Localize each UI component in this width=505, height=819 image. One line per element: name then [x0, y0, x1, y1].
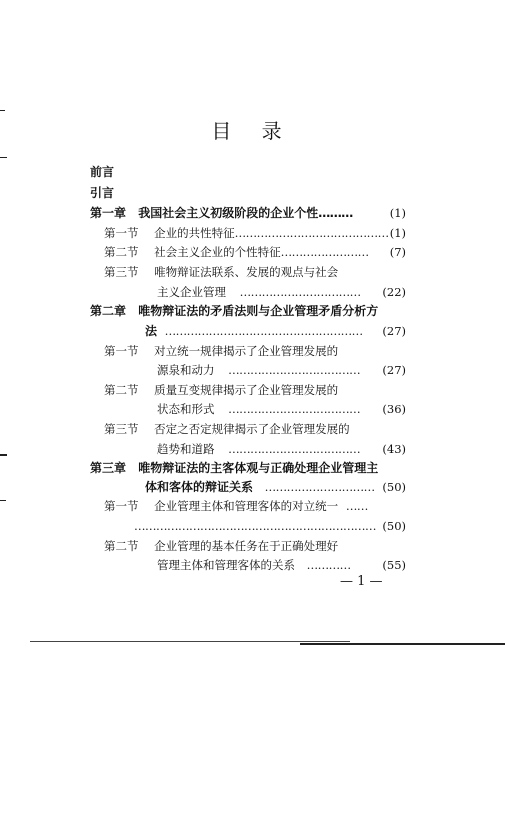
scan-edge-line — [300, 643, 505, 645]
page-number: — 1 — — [340, 574, 383, 589]
entry-label: 第二节 — [104, 539, 139, 553]
entry-text: 源泉和动力 — [157, 363, 215, 377]
entry-label: 第二章 — [90, 304, 127, 318]
entry-text: 法 — [145, 324, 158, 338]
toc-section-2-2 — [104, 381, 338, 399]
toc-chapter-3-cont — [145, 478, 375, 496]
toc-section-3-1-cont — [134, 517, 376, 535]
entry-text: 否定之否定规律揭示了企业管理发展的 — [154, 422, 350, 436]
entry-dots: ……………………………… — [228, 402, 361, 416]
entry-dots: ……………………………… — [228, 442, 361, 456]
entry-page: (50) — [382, 480, 406, 494]
entry-text: 企业管理的基本任务在于正确处理好 — [154, 539, 339, 553]
entry-label: 第二节 — [104, 383, 139, 397]
entry-dots: …………………… — [280, 245, 369, 259]
entry-text: 体和客体的辩证关系 — [145, 480, 254, 494]
entry-dots: ……… — [318, 206, 353, 220]
entry-dots: …………………………………… — [234, 226, 389, 240]
entry-text: 唯物辩证法的主客体观与正确处理企业管理主 — [138, 461, 379, 475]
entry-text: 状态和形式 — [157, 402, 215, 416]
toc-section-2-2-cont — [157, 400, 360, 418]
toc-section-2-3-cont — [157, 440, 360, 458]
entry-text: 企业的共性特征 — [154, 226, 235, 240]
toc-chapter-2-cont — [145, 322, 363, 340]
entry-page: (7) — [389, 245, 406, 259]
entry-dots: …… — [345, 499, 368, 513]
toc-section-3-1 — [104, 497, 368, 515]
entry-label: 第二节 — [104, 245, 139, 259]
toc-entry-preface — [90, 163, 114, 181]
toc-section-1-3 — [104, 263, 338, 281]
entry-text: 我国社会主义初级阶段的企业个性 — [138, 206, 319, 220]
entry-label: 第一节 — [104, 226, 139, 240]
entry-dots: ………………………… — [264, 480, 375, 494]
entry-text: 趋势和道路 — [157, 442, 215, 456]
entry-page: (27) — [382, 363, 406, 377]
toc-chapter-1 — [90, 204, 353, 222]
entry-page: (50) — [382, 519, 406, 533]
entry-page: (36) — [382, 402, 406, 416]
entry-label: 第一章 — [90, 206, 127, 220]
toc-chapter-3 — [90, 459, 378, 477]
scan-mark — [0, 454, 7, 456]
entry-text: 企业管理主体和管理客体的对立统一 — [154, 499, 339, 513]
toc-chapter-2 — [90, 302, 378, 320]
entry-text: 对立统一规律揭示了企业管理发展的 — [154, 344, 339, 358]
scan-mark — [0, 110, 5, 111]
toc-section-2-1 — [104, 342, 338, 360]
toc-entry-intro — [90, 184, 114, 202]
toc-section-1-1 — [104, 224, 389, 242]
entry-page: (55) — [382, 558, 406, 572]
entry-dots: ……………………………………………… — [164, 324, 363, 338]
entry-page: (22) — [382, 285, 406, 299]
entry-dots: ………………………………………………………… — [134, 519, 376, 533]
entry-text: 唯物辩证法的矛盾法则与企业管理矛盾分析方 — [138, 304, 379, 318]
scan-edge-line — [30, 641, 350, 642]
scan-mark — [0, 500, 6, 501]
toc-section-3-2 — [104, 537, 338, 555]
entry-label: 第一节 — [104, 499, 139, 513]
entry-dots: …………………………… — [239, 285, 361, 299]
toc-section-1-2 — [104, 243, 369, 261]
toc-section-1-3-cont — [157, 283, 361, 301]
entry-text: 前言 — [90, 165, 115, 179]
entry-text: 社会主义企业的个性特征 — [154, 245, 281, 259]
entry-label: 第三节 — [104, 265, 139, 279]
entry-page: (27) — [382, 324, 406, 338]
entry-text: 质量互变规律揭示了企业管理发展的 — [154, 383, 339, 397]
toc-section-2-3 — [104, 420, 350, 438]
entry-page: (43) — [382, 442, 406, 456]
entry-text: 唯物辩证法联系、发展的观点与社会 — [154, 265, 339, 279]
entry-dots: ……………………………… — [228, 363, 361, 377]
toc-title: 目 录 — [211, 119, 294, 143]
entry-page: (1) — [389, 226, 406, 240]
entry-page: (1) — [389, 206, 406, 220]
toc-section-3-2-cont — [157, 556, 351, 574]
entry-label: 第一节 — [104, 344, 139, 358]
entry-text: 主义企业管理 — [157, 285, 226, 299]
entry-dots: ………… — [306, 558, 351, 572]
entry-label: 第三节 — [104, 422, 139, 436]
entry-label: 第三章 — [90, 461, 127, 475]
entry-text: 管理主体和管理客体的关系 — [157, 558, 295, 572]
toc-section-2-1-cont — [157, 361, 360, 379]
scan-mark — [0, 157, 7, 158]
entry-text: 引言 — [90, 186, 115, 200]
